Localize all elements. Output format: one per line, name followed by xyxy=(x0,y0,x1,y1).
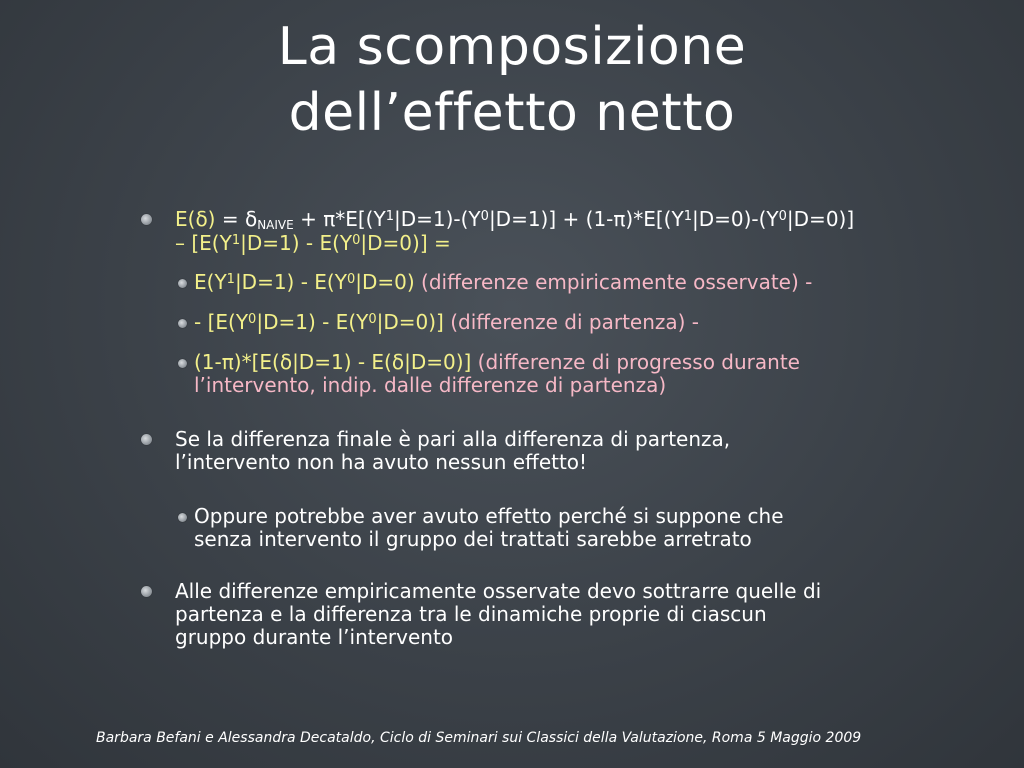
superscript: 1 xyxy=(683,209,692,224)
formula-text: (1-π)*[E(δ|D=1) - E(δ|D=0)] xyxy=(194,350,472,374)
title-line-2: dell’effetto netto xyxy=(288,83,736,143)
formula-text: – [E(Y xyxy=(175,231,232,255)
bullet-2-line-2: l’intervento non ha avuto nessun effetto! xyxy=(175,450,588,474)
bullet-3-line-1: Alle differenze empiricamente osservate devo sottrarre quelle di xyxy=(175,579,822,603)
sub-bullet-icon xyxy=(178,319,187,328)
formula-text: |D=0)-(Y xyxy=(691,207,779,231)
bullet-1-line-1 xyxy=(175,208,854,230)
superscript: 0 xyxy=(480,209,489,224)
formula-text: |D=0)] = xyxy=(360,231,451,255)
formula-text: |D=1) - E(Y xyxy=(234,270,347,294)
sub-bullet-2 xyxy=(194,311,699,333)
note-text: (differenze di progresso durante xyxy=(471,350,800,374)
sub-bullet-3-line-1 xyxy=(194,351,800,373)
superscript: 0 xyxy=(346,272,356,287)
superscript: 1 xyxy=(385,209,394,224)
superscript: 1 xyxy=(226,272,235,287)
sub-bullet-4-line-2: senza intervento il gruppo dei trattati sarebbe arretrato xyxy=(194,527,752,551)
superscript: 0 xyxy=(352,233,361,248)
bullet-3-line-3: gruppo durante l’intervento xyxy=(175,625,454,649)
formula-text: |D=0)] xyxy=(376,310,444,334)
formula-text: |D=0) xyxy=(355,270,415,294)
subscript: NAIVE xyxy=(257,218,294,232)
sub-bullet-icon xyxy=(178,359,187,368)
bullet-3-line-2: partenza e la differenza tra le dinamiche proprie di ciascun xyxy=(175,602,767,626)
bullet-icon xyxy=(141,586,152,597)
slide-title xyxy=(0,14,1024,146)
superscript: 1 xyxy=(231,233,241,248)
superscript: 0 xyxy=(368,312,377,327)
sub-bullet-icon xyxy=(178,513,187,522)
formula-text: |D=1)-(Y xyxy=(393,207,481,231)
formula-text: + π*E[(Y xyxy=(293,207,386,231)
title-line-1: La scomposizione xyxy=(277,17,747,77)
formula-text: - [E(Y xyxy=(194,310,249,334)
superscript: 0 xyxy=(248,312,257,327)
bullet-1-line-2 xyxy=(175,232,451,254)
sub-bullet-3-line-2: l’intervento, indip. dalle differenze di partenza) xyxy=(194,373,667,397)
formula-text: |D=1) - E(Y xyxy=(256,310,369,334)
bullet-2-line-1: Se la differenza finale è pari alla differenza di partenza, xyxy=(175,427,731,451)
footer-credits: Barbara Befani e Alessandra Decataldo, Ciclo di Seminari sui Classici della Valutazione, Roma 5 Maggio 2009 xyxy=(96,730,862,746)
formula-text: E(δ) xyxy=(175,207,216,231)
sub-bullet-1 xyxy=(194,271,812,293)
sub-bullet-icon xyxy=(178,279,187,288)
formula-text: |D=1) - E(Y xyxy=(240,231,353,255)
sub-bullet-4-line-1: Oppure potrebbe aver avuto effetto perché si suppone che xyxy=(194,504,784,528)
bullet-icon xyxy=(141,214,152,225)
formula-text: |D=0)] xyxy=(786,207,855,231)
formula-text: = δ xyxy=(215,207,258,231)
note-text: (differenze di partenza) - xyxy=(443,310,700,334)
note-text: (differenze empiricamente osservate) - xyxy=(414,270,813,294)
superscript: 0 xyxy=(778,209,787,224)
bullet-icon xyxy=(141,434,152,445)
formula-text: E(Y xyxy=(194,270,227,294)
formula-text: |D=1)] + (1-π)*E[(Y xyxy=(488,207,684,231)
